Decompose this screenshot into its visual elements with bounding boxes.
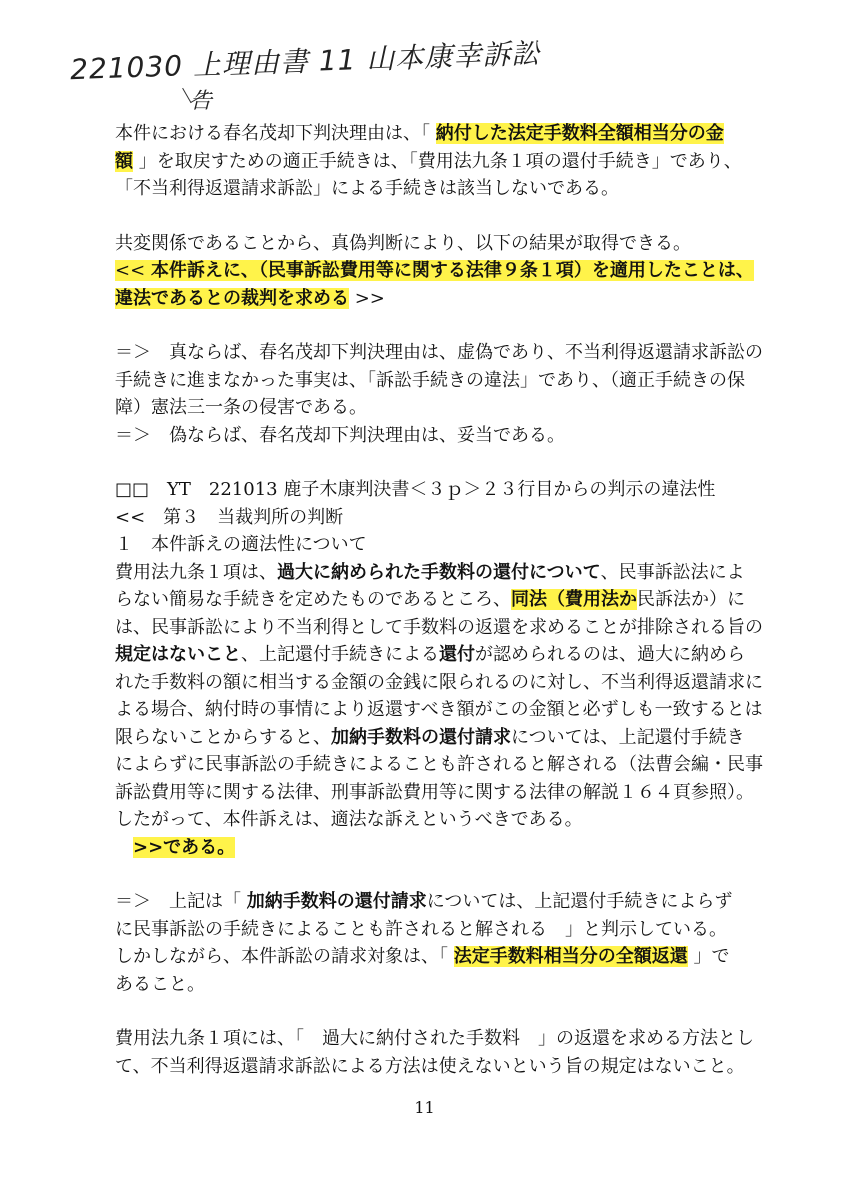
text-span: 費用法九条１項は、 <box>115 561 277 583</box>
bold-text: 還付 <box>439 644 475 665</box>
paragraph-2 <box>115 230 795 313</box>
text-span: については、上記還付手続き <box>511 726 745 748</box>
text-line: 費用法九条１項には、「 過大に納付された手数料 」の返還を求める方法とし <box>115 1028 754 1049</box>
text-line: 訴訟費用等に関する法律、刑事訴訟費用等に関する法律の解説１６４頁参照）。 <box>115 781 754 803</box>
text-span: 民訴法か）に <box>637 589 745 610</box>
text-line <box>115 834 795 862</box>
bold-text: 加納手数料の還付請求 <box>246 891 427 912</box>
text-line <box>115 120 795 148</box>
highlighted-text: 額 <box>115 150 133 172</box>
highlighted-text: << <box>115 260 151 281</box>
text-line <box>115 257 795 285</box>
text-span: 本件における春名茂却下判決理由は、「 <box>115 123 436 144</box>
text-span: 」で <box>687 946 730 967</box>
text-line: したがって、本件訴えは、適法な訴えというべきである。 <box>115 809 583 830</box>
text-line <box>115 888 795 916</box>
text-line: 「不当利得返還請求訴訟」による手続きは該当しないである。 <box>115 178 619 199</box>
highlighted-text: 法定手数料相当分の全額返還 <box>453 946 688 967</box>
paragraph-1 <box>115 120 795 203</box>
text-span: 限らないことからすると、 <box>115 726 331 748</box>
text-span: が認められるのは、過大に納めら <box>475 644 745 665</box>
text-span: ＝＞ 上記は「 <box>115 891 247 912</box>
paragraph-4 <box>115 476 795 861</box>
page-number: 11 <box>414 1098 435 1117</box>
text-line <box>115 641 795 669</box>
text-line <box>115 724 795 752</box>
text-line: 障）憲法三一条の侵害である。 <box>115 397 367 418</box>
text-line: は、民事訴訟により不当利得として手数料の返還を求めることが排除される旨の <box>115 616 763 638</box>
highlighted-text: 違法であるとの裁判を求める <box>115 287 349 309</box>
paragraph-6 <box>115 1025 795 1080</box>
text-line: □□ YT 221013 鹿子木康判決書＜３ｐ＞２３行目からの判示の違法性 <box>115 479 716 500</box>
handwritten-insert: 告 <box>190 89 213 114</box>
text-span: しかしながら、本件訴訟の請求対象は、「 <box>115 946 454 967</box>
text-line <box>115 586 795 614</box>
text-span: 、民事訴訟法によ <box>600 561 745 583</box>
text-span: 、上記還付手続きによる <box>241 644 439 665</box>
text-line: よる場合、納付時の事情により返還すべき額がこの金額と必ずしも一致するとは <box>115 699 763 720</box>
handwritten-header: 221030 上理由書 11 山本康幸訴訟 <box>69 36 541 87</box>
text-line: << 第３ 当裁判所の判断 <box>115 506 344 528</box>
text-line <box>115 943 795 971</box>
highlighted-text: >>である。 <box>133 836 236 858</box>
text-span: については、上記還付手続きによらず <box>426 891 733 912</box>
highlighted-text: 同法（費用法か <box>511 589 637 610</box>
text-span: らない簡易な手続きを定めたものであるところ、 <box>115 589 511 610</box>
text-line: れた手数料の額に相当する金額の金銭に限られるのに対し、不当利得返還請求に <box>115 671 763 693</box>
highlighted-text: 本件訴えに、（民事訴訟費用等に関する法律９条１項）を適用したことは、 <box>150 260 754 281</box>
highlighted-text: 納付した法定手数料全額相当分の金 <box>435 123 724 144</box>
text-line: １ 本件訴えの適法性について <box>115 534 367 555</box>
text-span: >> <box>349 287 385 309</box>
text-line: 共変関係であることから、真偽判断により、以下の結果が取得できる。 <box>115 232 691 254</box>
bold-text: 過大に納められた手数料の還付について <box>277 561 601 583</box>
text-span: 」を取戻すための適正手続きは、「費用法九条１項の還付手続き」であり、 <box>133 150 742 172</box>
document-body <box>115 120 795 1080</box>
text-line: て、不当利得返還請求訴訟による方法は使えないという旨の規定はないこと。 <box>115 1055 745 1077</box>
text-line: ＝＞ 真ならば、春名茂却下判決理由は、虚偽であり、不当利得返還請求訴訟の <box>115 342 763 363</box>
text-line: ＝＞ 偽ならば、春名茂却下判決理由は、妥当である。 <box>115 424 565 446</box>
paragraph-5 <box>115 888 795 998</box>
text-line: によらずに民事訴訟の手続きによることも許されると解される（法曹会編・民事 <box>115 754 763 775</box>
text-line: 手続きに進まなかった事実は、「訴訟手続きの違法」であり、（適正手続きの保 <box>115 369 745 391</box>
text-line <box>115 148 795 176</box>
paragraph-3 <box>115 339 795 449</box>
text-line: に民事訴訟の手続きによることも許されると解される 」と判示している。 <box>115 918 727 940</box>
text-line <box>115 559 795 587</box>
text-line: あること。 <box>115 973 205 995</box>
text-line <box>115 285 795 313</box>
bold-text: 加納手数料の還付請求 <box>331 726 511 748</box>
bold-text: 規定はないこと <box>115 644 241 665</box>
